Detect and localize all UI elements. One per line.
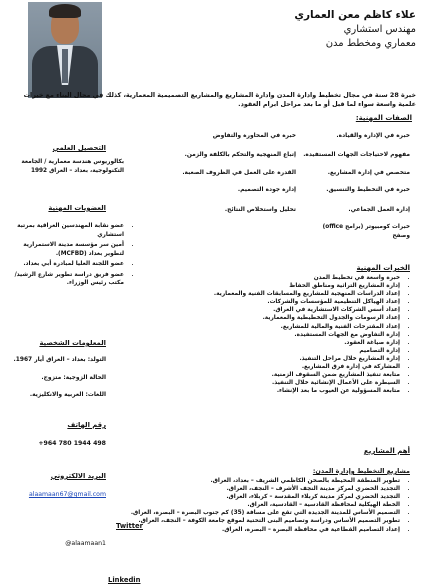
experience-item: • متابعة المسؤولية عن العيوب ما بعد الإنشاء.: [214, 387, 400, 395]
quality-mid-5: تحليل واستخلاص النتائج.: [224, 207, 296, 213]
experience-item: • إعداد الهياكل التنظيمية للمؤسسات والشركات.: [214, 298, 400, 306]
email-heading: البريد الالكتروني: [50, 472, 106, 480]
projects-list: [130, 477, 410, 534]
projects-subheading: مشاريع التخطيط وإدارة المدن:: [312, 467, 410, 475]
experience-item: • إعداد الرسومات والجدول التخطيطية والمعمارية.: [214, 314, 400, 322]
experience-heading: الخبرات المهنية: [356, 264, 410, 272]
experience-item: • إدارة التصاميم: [214, 347, 400, 355]
membership-item: • أمين سر مؤسسة مدينة الاستمرارية لتطوير بغداد (MCFBD).: [12, 241, 124, 258]
quality-right-4: خبرة في التخطيط والتنسيق.: [326, 187, 410, 193]
project-item: • إعداد التصاميم القطاعية في محافظة البصرة – البصرة، العراق.: [130, 526, 400, 534]
phone-number: +964 780 1944 498: [38, 440, 106, 447]
quality-mid-3: القدرة على العمل في الظروف الصعبة.: [182, 170, 296, 176]
membership-item: • عضو اللجنة العليا لمبادرة أبي بغداد.: [12, 260, 124, 269]
experience-item: • متابعة تنفيذ المشاريع ضمن السقوف الزمنية.: [214, 371, 400, 379]
qualities-heading: الصفات المهنية:: [355, 114, 412, 122]
quality-mid-2: إتباع المنهجية والتحكم بالكلفة والزمن.: [184, 152, 296, 158]
email-link[interactable]: alaamaan67@gmail.com: [28, 491, 106, 498]
experience-item: • إدارة صياغة العقود.: [214, 339, 400, 347]
project-item: • التجديد الحضري لمركز مدينة كربلاء المقدسة – كربلاء، العراق.: [130, 493, 400, 501]
quality-right-3: متخصص في إدارة المشاريع.: [327, 170, 410, 176]
experience-item: • خبرة واسعة في تخطيط المدن: [214, 274, 400, 282]
quality-right-5: إدارة العمل الجماعي.: [348, 207, 410, 213]
twitter-heading: Twitter: [116, 522, 143, 530]
personal-marital: الحالة الزوجية: متزوج.: [41, 375, 106, 381]
experience-item: • إعداد أسس الشركات الاستشارية في العراق.: [214, 306, 400, 314]
personal-heading: المعلومات الشخصية: [39, 339, 106, 347]
experience-item: • إدارة المشاريع خلال مراحل التنفيذ.: [214, 355, 400, 363]
quality-mid-4: إدارة جودة التصميم.: [237, 187, 296, 193]
twitter-handle[interactable]: @alaamaan1: [65, 540, 106, 547]
phone-heading: رقم الهاتف: [67, 421, 106, 429]
membership-item: • عضو نقابة المهندسين العراقية بمرتبة استشاري: [12, 222, 124, 239]
photo-tie: [62, 49, 68, 83]
quality-right-1: خبرة في الإدارة والقيادة.: [336, 133, 410, 139]
job-title: مهندس استشاري: [343, 24, 416, 35]
photo-hair: [49, 4, 81, 18]
experience-item: • السيطرة على الأعمال الإنشائية خلال التنفيذ.: [214, 379, 400, 387]
experience-item: • المشاركة في إدارة فرق المشاريع.: [214, 363, 400, 371]
project-item: • التجديد الحضري لمركز مدينة النجف الأشرف – النجف، العراق.: [130, 485, 400, 493]
project-item: • تطوير التصميم الأساس ودراسة وتصاميم البنى التحتية لموقع جامعة الكوفة – النجف، العراق.: [130, 517, 400, 525]
quality-mid-1: خبرة في المحاورة والتفاوض: [212, 133, 296, 139]
personal-languages: اللغات: العربية والانكليزية.: [29, 392, 106, 398]
linkedin-heading[interactable]: Linkedin: [108, 576, 141, 584]
project-item: • التصميم الأساس للمدينة الجديدة التي تقع على مسافة (35) كم جنوب البصرة – البصرة، العراق.: [130, 509, 400, 517]
experience-list: [214, 274, 410, 395]
experience-item: • إدارة التفاوض مع الجهات المستفيدة.: [214, 331, 400, 339]
projects-heading: أهم المشاريع: [363, 447, 410, 455]
summary-paragraph: خبرة 28 سنة في مجال تخطيط وادارة المدن وادارة المشاريع والمشاريع التصميمية المعمارية، كذلك في مجال البناء مع خبرات علمية واسعة سواء لما قبل أو ما بعد مراحل ابرام العقود.: [23, 91, 416, 108]
project-item: • تطوير المنطقة المحيطة بالصحن الكاظمي الشريف – بغداد، العراق.: [130, 477, 400, 485]
memberships-heading: العضويات المهنية: [48, 204, 106, 212]
membership-item: • عضو فريق دراسة تطوير شارع الرشيد/ مكتب رئيس الوزراء.: [12, 271, 124, 288]
memberships-list: [12, 222, 133, 290]
education-text: بكالوريوس هندسة معمارية / الجامعة التكنولوجية، بغداد – العراق 1992: [21, 159, 124, 174]
experience-item: • إعداد المقترحات الفنية والمالية للمشاريع.: [214, 323, 400, 331]
experience-item: • إعداد الدراسات المنهجية للمشاريع والمسابقات الفنية والمعمارية.: [214, 290, 400, 298]
person-name: علاء كاظم معن العماري: [294, 9, 416, 21]
quality-right-2: مفهوم لاحتياجات الجهات المستفيدة.: [303, 152, 410, 158]
experience-item: • إدارة المشاريع التراثية ومناطق الحفاظ: [214, 282, 400, 290]
quality-right-6: خبرات كومبيوتر (برامج office) وصفح: [322, 224, 410, 239]
job-subtitle: معماري ومخطط مدن: [325, 38, 416, 49]
personal-birth: التولد: بغداد – العراق أيار 1967.: [13, 357, 106, 363]
project-item: • الخطة الهيكلية لمحافظة القادسية – القادسية، العراق.: [130, 501, 400, 509]
education-heading: التحصيل العلمي: [52, 144, 106, 152]
profile-photo: [28, 2, 102, 98]
